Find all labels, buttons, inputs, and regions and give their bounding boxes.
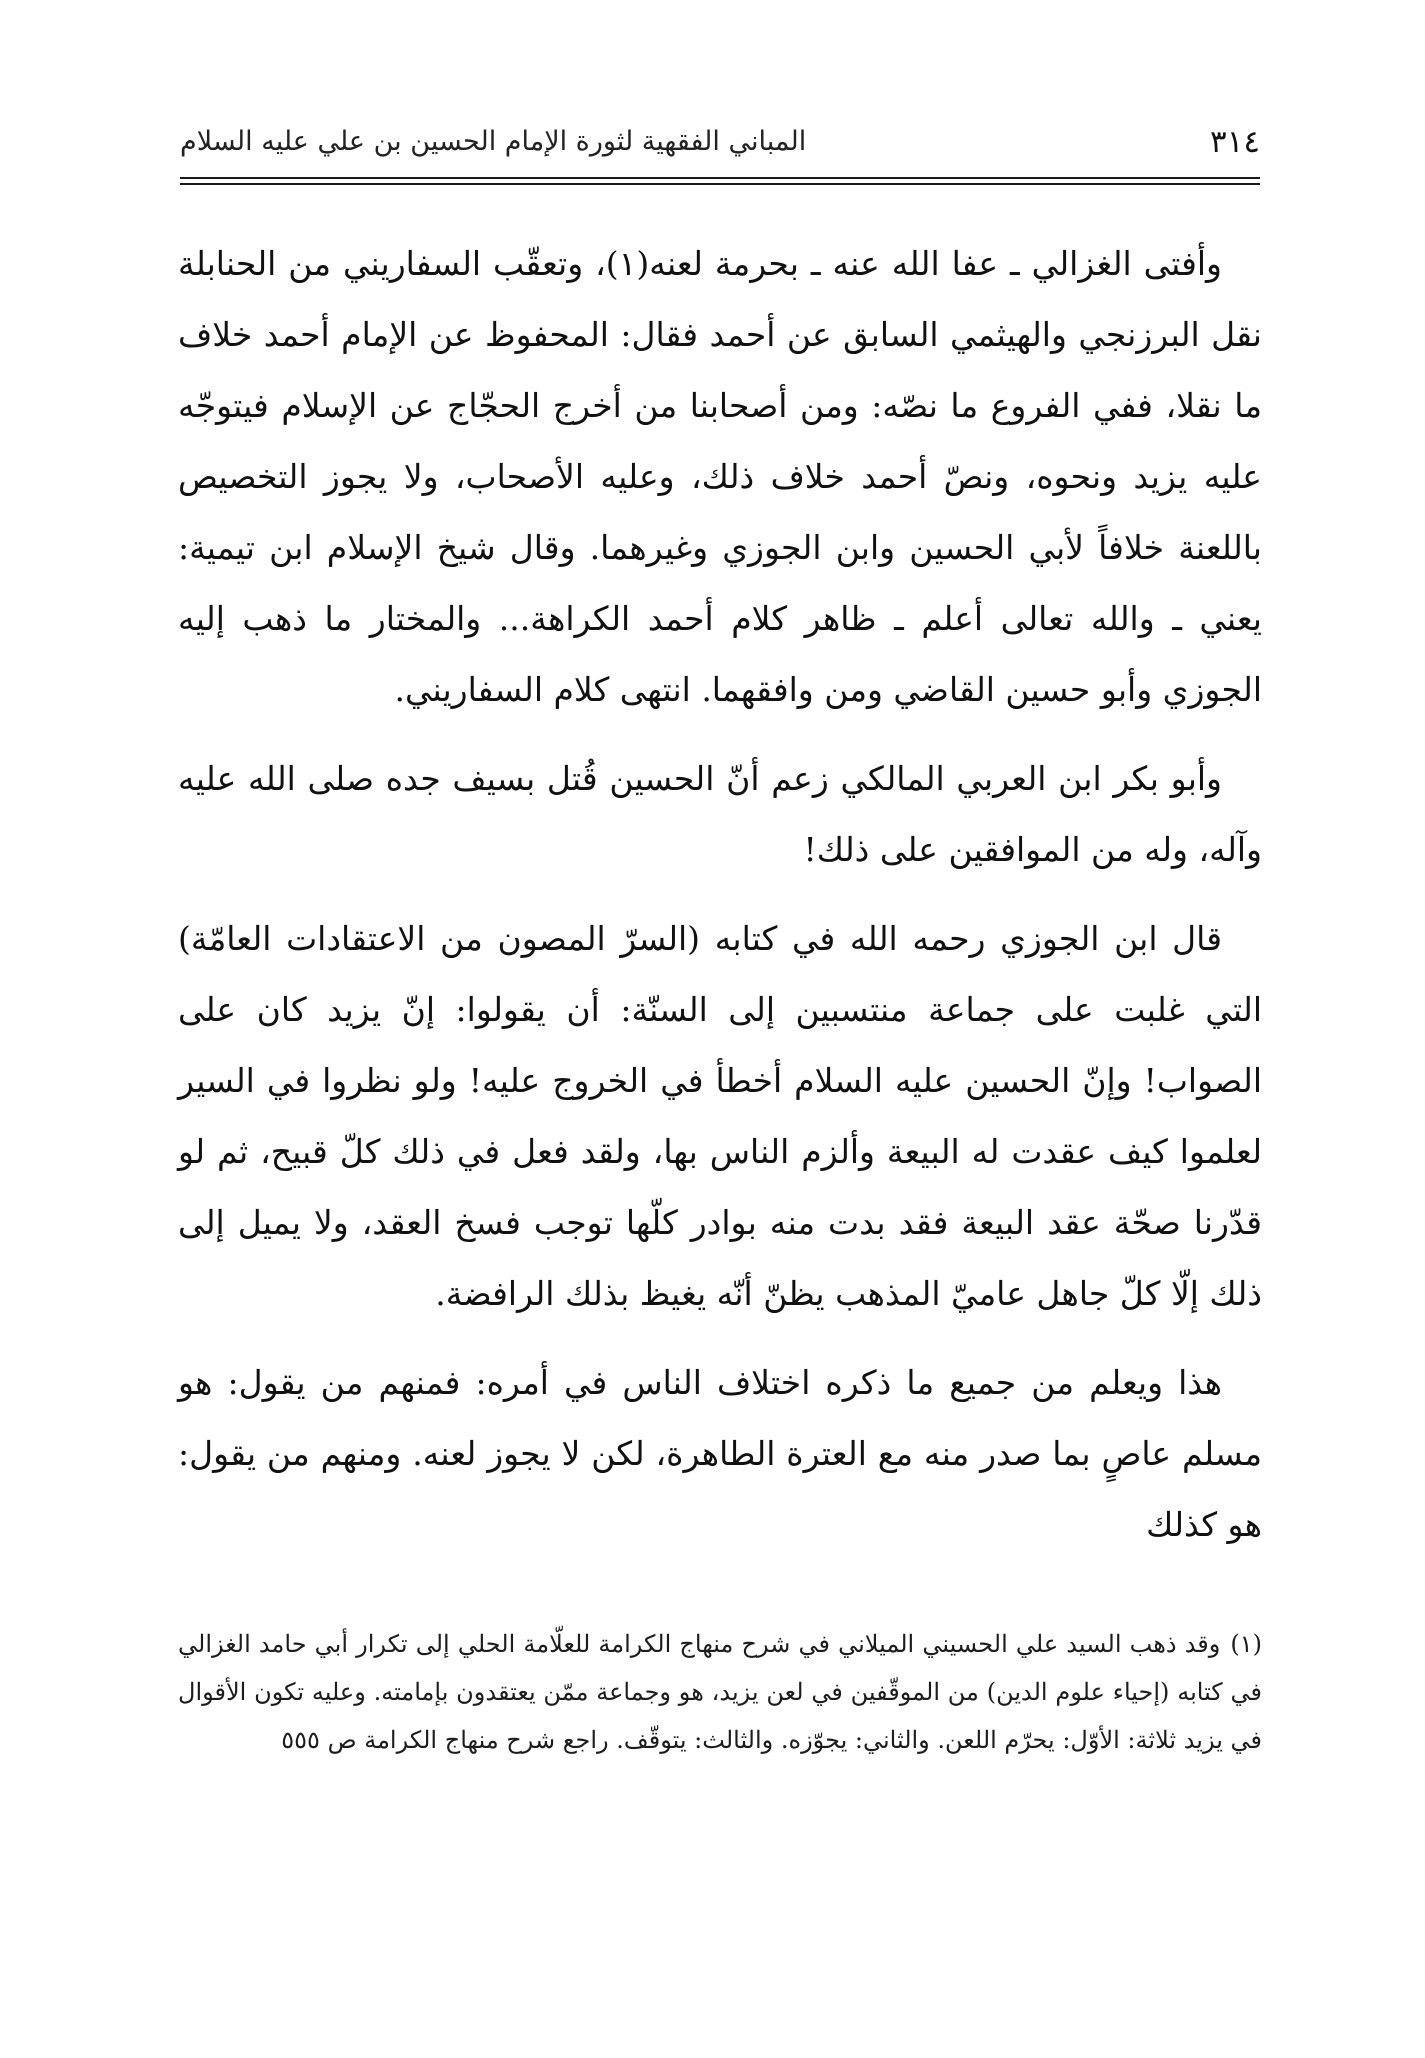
footnotes bbox=[178, 1620, 1262, 1764]
paragraph-2: وأبو بكر ابن العربي المالكي زعم أنّ الحسين قُتل بسيف جده صلى الله عليه وآله، وله من الموافقين على ذلك! bbox=[178, 759, 1262, 869]
running-title: المباني الفقهية لثورة الإمام الحسين بن علي عليه السلام bbox=[180, 126, 807, 157]
header-rule-bottom bbox=[180, 183, 1260, 185]
paragraph-4: هذا ويعلم من جميع ما ذكره اختلاف الناس في أمره: فمنهم من يقول: هو مسلم عاصٍ بما صدر منه مع العترة الطاهرة، لكن لا يجوز لعنه. ومنهم من يقول: هو كذلك bbox=[178, 1363, 1262, 1544]
body-text bbox=[178, 228, 1262, 1560]
paragraph-1: وأفتى الغزالي ـ عفا الله عنه ـ بحرمة لعنه(١)، وتعقّب السفاريني من الحنابلة نقل البرزنجي والهيثمي السابق عن أحمد فقال: المحفوظ عن الإمام أحمد خلاف ما نقلا، ففي الفروع ما نصّه: ومن أصحابنا من أخرج الحجّاج عن الإسلام فيتوجّه عليه يزيد ونحوه، ونصّ أحمد خلاف ذلك، وعليه الأصحاب، ولا يجوز التخصيص باللعنة خلافاً لأبي الحسين وابن الجوزي وغيرهما. وقال شيخ الإسلام ابن تيمية: يعني ـ والله تعالى أعلم ـ ظاهر كلام أحمد الكراهة... والمختار ما ذهب إليه الجوزي وأبو حسين القاضي ومن وافقهما. انتهى كلام السفاريني. bbox=[178, 244, 1262, 709]
footnote-1 bbox=[178, 1620, 1262, 1764]
page-number: ٣١٤ bbox=[1210, 124, 1260, 160]
page-header bbox=[180, 118, 1260, 168]
footnote-marker: (١) bbox=[1230, 1630, 1262, 1658]
paragraph-3: قال ابن الجوزي رحمه الله في كتابه (السرّ المصون من الاعتقادات العامّة) التي غلبت على جماعة منتسبين إلى السنّة: أن يقولوا: إنّ يزيد كان على الصواب! وإنّ الحسين عليه السلام أخطأ في الخروج عليه! ولو نظروا في السير لعلموا كيف عقدت له البيعة وألزم الناس بها، ولقد فعل في ذلك كلّ قبيح، ثم لو قدّرنا صحّة عقد البيعة فقد بدت منه بوادر كلّها توجب فسخ العقد، ولا يميل إلى ذلك إلّا كلّ جاهل عاميّ المذهب يظنّ أنّه يغيظ بذلك الرافضة. bbox=[178, 919, 1262, 1313]
header-rule-top bbox=[180, 177, 1260, 179]
footnote-text: وقد ذهب السيد علي الحسيني الميلاني في شرح منهاج الكرامة للعلّامة الحلي إلى تكرار أبي حامد الغزالي في كتابه (إحياء علوم الدين) من الموقّفين في لعن يزيد، هو وجماعة ممّن يعتقدون بإمامته. وعليه تكون الأقوال في يزيد ثلاثة: الأوّل: يحرّم اللعن. والثاني: يجوّزه. والثالث: يتوقّف. راجع شرح منهاج الكرامة ص ٥٥٥ bbox=[178, 1630, 1262, 1754]
